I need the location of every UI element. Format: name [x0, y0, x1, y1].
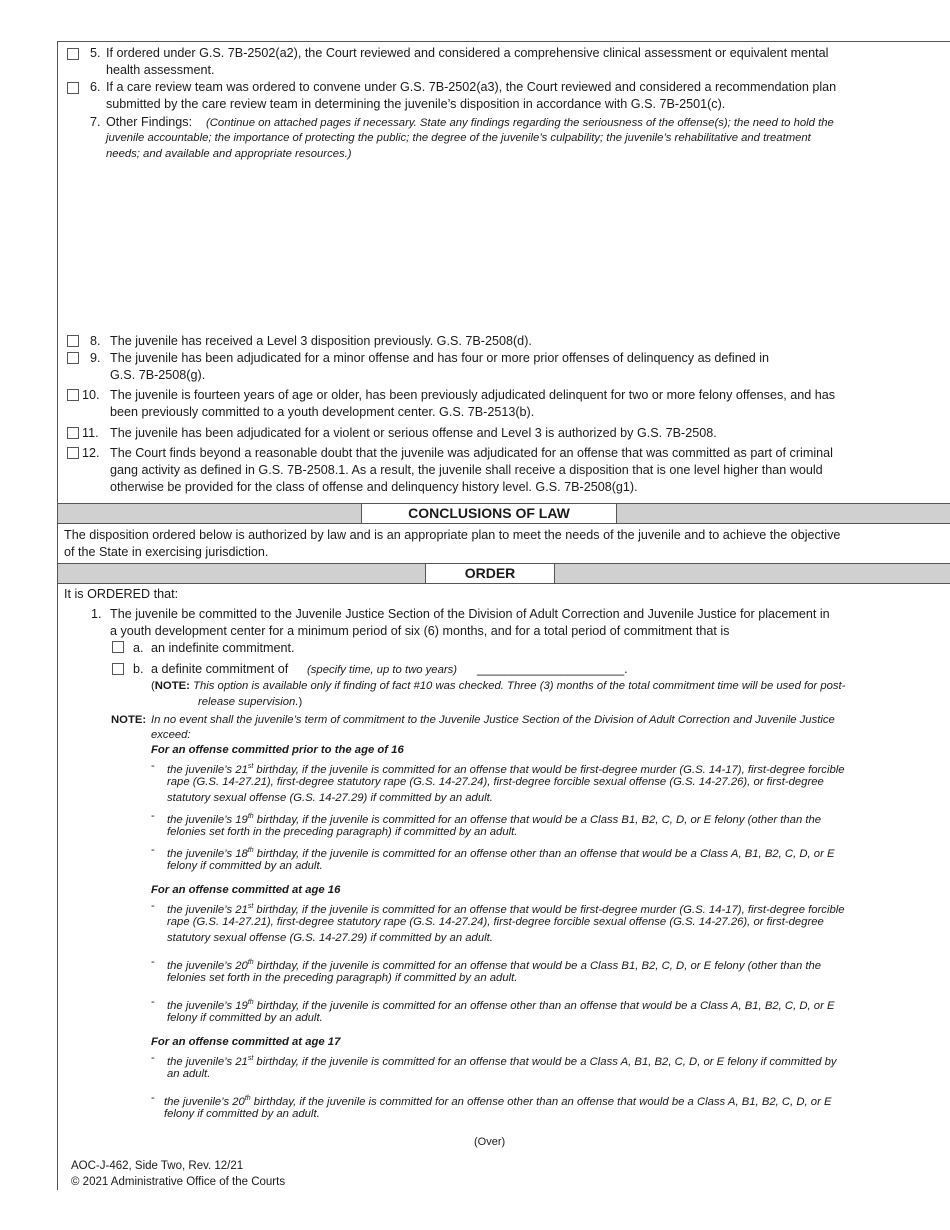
bullet-prefix: the juvenile’s 19 — [167, 999, 248, 1012]
option-b-instructions: (specify time, up to two years) — [307, 664, 458, 676]
ordinal-suffix: th — [244, 1095, 251, 1102]
option-a-text: an indefinite commitment. — [151, 641, 295, 655]
group-1-bullet-2-dash: - — [151, 810, 155, 822]
group-2-bullet-1-cont: rape (G.S. 14-27.21), first-degree statutory rape (G.S. 14-27.24), first-degree forcible sexual offense (G.S. 14-27.26), or first-degree — [167, 916, 824, 928]
group-1-bullet-2-cont: felonies set forth in the preceding paragraph) if committed by an adult. — [167, 826, 518, 838]
finding-9-checkbox[interactable] — [67, 352, 79, 364]
bullet-text: birthday, if the juvenile is committed for an offense other than an offense that would be a Class A, B1, B2, C, D, or E — [256, 999, 835, 1012]
order-heading: ORDER — [425, 563, 555, 584]
copyright: © 2021 Administrative Office of the Courts — [71, 1176, 286, 1188]
finding-12-number: 12. — [82, 446, 100, 460]
group-3-bullet-1-cont: an adult. — [167, 1068, 211, 1080]
ordinal-suffix: th — [247, 999, 254, 1006]
bullet-prefix: the juvenile’s 21 — [167, 903, 248, 916]
indefinite-commitment-checkbox[interactable] — [112, 641, 124, 653]
group-2-bullet-2-cont: felonies set forth in the preceding paragraph) if committed by an adult. — [167, 972, 518, 984]
finding-8-number: 8. — [90, 334, 101, 348]
conclusions-text: The disposition ordered below is authorized by law and is an appropriate plan to meet the needs of the juvenile and to achieve the objective — [64, 528, 841, 542]
finding-11-text: The juvenile has been adjudicated for a violent or serious offense and Level 3 is authorized by G.S. 7B-2508. — [110, 426, 717, 440]
group-1-bullet-1-cont-2: statutory sexual offense (G.S. 14-27.29) if committed by an adult. — [167, 792, 493, 804]
bullet-text: birthday, if the juvenile is committed for an offense that would be a Class A, B1, B2, C, D, or E felony if committed by — [256, 1055, 837, 1068]
option-b-text: a definite commitment of — [151, 662, 289, 676]
group-3-bullet-2-cont: felony if committed by an adult. — [164, 1108, 320, 1120]
finding-7-instructions-2: juvenile accountable; the importance of protecting the public; the degree of the juvenile’s culpability; the juvenile’s rehabilitative and treatment — [106, 132, 811, 144]
finding-8-checkbox[interactable] — [67, 335, 79, 347]
option-b-note-text-2: release supervision. — [198, 696, 299, 708]
finding-7-instructions: (Continue on attached pages if necessary. State any findings regarding the seriousness of the offense(s); the need to hold the — [206, 117, 834, 129]
finding-12-text-cont: gang activity as defined in G.S. 7B-2508.1. As a result, the juvenile shall receive a disposition that is one level higher than would — [110, 463, 823, 477]
finding-10-number: 10. — [82, 388, 100, 402]
commitment-time-field[interactable]: _____________________. — [477, 662, 628, 676]
group-1-bullet-1-cont: rape (G.S. 14-27.21), first-degree statutory rape (G.S. 14-27.24), first-degree forcible sexual offense (G.S. 14-27.26), or first-degree — [167, 776, 824, 788]
finding-9-text-cont: G.S. 7B-2508(g). — [110, 368, 206, 382]
finding-9-number: 9. — [90, 351, 101, 365]
ordinal-suffix: st — [247, 1055, 254, 1062]
order-item-1-text: The juvenile be committed to the Juvenile Justice Section of the Division of Adult Correction and Juvenile Justice for placement in — [110, 607, 830, 621]
finding-12-text: The Court finds beyond a reasonable doubt that the juvenile was adjudicated for an offense that was committed as part of criminal — [110, 446, 833, 460]
bullet-text: birthday, if the juvenile is committed for an offense that would be first-degree murder (G.S. 14-17), first-degree forcible — [256, 903, 845, 916]
finding-5-text-cont: health assessment. — [106, 63, 215, 77]
finding-12-checkbox[interactable] — [67, 447, 79, 459]
bullet-text: birthday, if the juvenile is committed for an offense other than an offense that would be a Class A, B1, B2, C, D, or E — [256, 847, 835, 860]
finding-6-text-cont: submitted by the care review team in determining the juvenile’s disposition in accordance with G.S. 7B-2501(c). — [106, 97, 726, 111]
main-note-text: In no event shall the juvenile’s term of commitment to the Juvenile Justice Section of the Division of Adult Correction and Juvenile Justice — [151, 714, 835, 726]
finding-10-checkbox[interactable] — [67, 389, 79, 401]
option-b-note-text: This option is available only if finding of fact #10 was checked. Three (3) months of the total commitment time will be used for post- — [193, 680, 846, 692]
form-id: AOC-J-462, Side Two, Rev. 12/21 — [71, 1160, 244, 1172]
group-2-bullet-1-dash: - — [151, 900, 155, 912]
conclusions-heading-bar — [58, 503, 950, 524]
conclusions-text-cont: of the State in exercising jurisdiction. — [64, 545, 269, 559]
finding-9-text: The juvenile has been adjudicated for a minor offense and has four or more prior offenses of delinquency as defined in — [110, 351, 770, 365]
ordinal-suffix: th — [247, 959, 254, 966]
finding-8-text: The juvenile has received a Level 3 disposition previously. G.S. 7B-2508(d). — [110, 334, 532, 348]
group-3-bullet-1-dash: - — [151, 1052, 155, 1064]
main-note-text-cont: exceed: — [151, 729, 191, 741]
conclusions-heading: CONCLUSIONS OF LAW — [361, 503, 617, 524]
option-a-letter: a. — [133, 641, 144, 655]
group-1-bullet-3-dash: - — [151, 844, 155, 856]
bullet-prefix: the juvenile’s 18 — [167, 847, 248, 860]
ordinal-suffix: th — [247, 847, 254, 854]
finding-12-text-cont-2: otherwise be provided for the class of offense and delinquency history level. G.S. 7B-2508(g1). — [110, 480, 638, 494]
bullet-prefix: the juvenile’s 20 — [167, 959, 248, 972]
group-2-bullet-2-dash: - — [151, 956, 155, 968]
finding-5-number: 5. — [90, 46, 101, 60]
bullet-prefix: the juvenile’s 20 — [164, 1095, 245, 1108]
order-item-1-number: 1. — [91, 607, 102, 621]
finding-7-instructions-3: needs; and available and appropriate resources.) — [106, 148, 352, 160]
other-findings-area[interactable] — [106, 166, 936, 330]
finding-5-text: If ordered under G.S. 7B-2502(a2), the Court reviewed and considered a comprehensive clinical assessment or equivalent mental — [106, 46, 829, 60]
group-2-bullet-3-cont: felony if committed by an adult. — [167, 1012, 323, 1024]
finding-11-checkbox[interactable] — [67, 427, 79, 439]
main-note-label: NOTE: — [111, 714, 147, 726]
group-1-bullet-3-cont: felony if committed by an adult. — [167, 860, 323, 872]
ordinal-suffix: th — [247, 813, 254, 820]
ordinal-suffix: st — [247, 763, 254, 770]
bullet-prefix: the juvenile’s 21 — [167, 1055, 248, 1068]
option-b-note-cont: release supervision.) — [198, 696, 303, 708]
over-label: (Over) — [474, 1136, 506, 1148]
order-heading-bar — [58, 563, 950, 584]
bullet-text: birthday, if the juvenile is committed for an offense that would be a Class B1, B2, C, D, or E felony (other than the — [256, 959, 822, 972]
finding-6-text: If a care review team was ordered to convene under G.S. 7B-2502(a3), the Court reviewed and considered a recommendation plan — [106, 80, 837, 94]
finding-6-number: 6. — [90, 80, 101, 94]
finding-7-number: 7. — [90, 115, 101, 129]
group-2-heading: For an offense committed at age 16 — [151, 884, 341, 896]
finding-10-text-cont: been previously committed to a youth development center. G.S. 7B-2513(b). — [110, 405, 535, 419]
finding-10-text: The juvenile is fourteen years of age or older, has been previously adjudicated delinquent for two or more felony offenses, and has — [110, 388, 836, 402]
group-3-heading: For an offense committed at age 17 — [151, 1036, 341, 1048]
option-b-letter: b. — [133, 662, 144, 676]
order-item-1-text-cont: a youth development center for a minimum period of six (6) months, and for a total period of commitment that is — [110, 624, 730, 638]
option-b-note-label: NOTE: — [154, 680, 190, 692]
finding-5-checkbox[interactable] — [67, 48, 79, 60]
group-1-heading: For an offense committed prior to the age of 16 — [151, 744, 404, 756]
finding-7-label: Other Findings: — [106, 115, 193, 129]
group-3-bullet-1 — [167, 1051, 837, 1070]
ordinal-suffix: st — [247, 903, 254, 910]
finding-6-checkbox[interactable] — [67, 82, 79, 94]
bullet-text: birthday, if the juvenile is committed for an offense that would be a Class B1, B2, C, D, or E felony (other than the — [256, 813, 822, 826]
group-2-bullet-3-dash: - — [151, 996, 155, 1008]
option-b-note: (NOTE: This option is available only if finding of fact #10 was checked. Three (3) months of the total commitment time will be used for post- — [151, 680, 846, 692]
bullet-prefix: the juvenile’s 21 — [167, 763, 248, 776]
bullet-prefix: the juvenile’s 19 — [167, 813, 248, 826]
finding-11-number: 11. — [82, 426, 99, 440]
bullet-text: birthday, if the juvenile is committed for an offense that would be first-degree murder (G.S. 14-17), first-degree forcible — [256, 763, 845, 776]
order-intro: It is ORDERED that: — [64, 587, 179, 601]
definite-commitment-checkbox[interactable] — [112, 663, 124, 675]
group-3-bullet-2-dash: - — [151, 1092, 155, 1104]
group-1-bullet-1-dash: - — [151, 760, 155, 772]
bullet-text: birthday, if the juvenile is committed for an offense other than an offense that would be a Class A, B1, B2, C, D, or E — [253, 1095, 832, 1108]
group-2-bullet-1-cont-2: statutory sexual offense (G.S. 14-27.29) if committed by an adult. — [167, 932, 493, 944]
